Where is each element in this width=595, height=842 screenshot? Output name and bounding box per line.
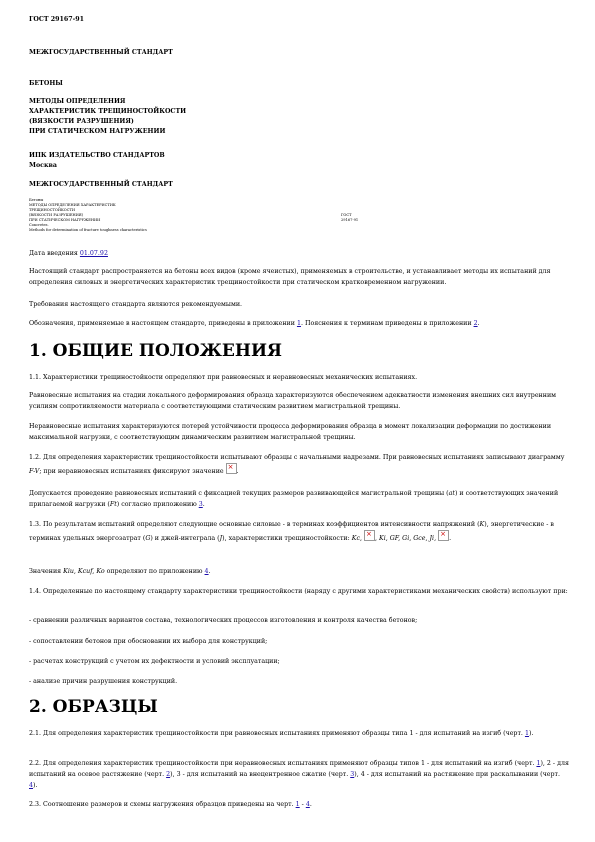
clause-1-3 <box>29 519 569 544</box>
clause-text: ) и соответствующих значений прилагаемой нагрузки ( <box>29 490 559 508</box>
clause-2-3 <box>29 799 569 810</box>
title-block-line: ТРЕЩИНОСТОЙКОСТИ <box>29 208 75 212</box>
figure-1-link[interactable]: 1 <box>536 760 541 767</box>
figure-4-link[interactable]: 4 <box>305 801 310 808</box>
clause-text: ; при неравновесных испытаниях фиксируют значение <box>39 468 226 475</box>
date-label: Дата введения <box>29 250 80 257</box>
symbol: Ki, GF, Gi, Gce, <box>379 535 428 542</box>
date-value[interactable]: 01.07.92 <box>79 250 108 257</box>
title-block-right <box>341 213 358 223</box>
appendix-1-link[interactable]: 1 <box>296 320 301 327</box>
title-block-line: МЕТОДЫ ОПРЕДЕЛЕНИЯ ХАРАКТЕРИСТИК <box>29 203 116 207</box>
clause-1-1-equilibrium: Равновесные испытания на стадии локального деформирования образца характеризуются обеспечением адекватности изменения внешних сил внутренним усилиям сопротивляемости материала с соответствующими статическим развитием магистральной трещины. <box>29 392 557 410</box>
clause-1-4: 1.4. Определенные по настоящему стандарту характеристики трещиностойкости (наряду с другими характеристиками механических свойств) используют при: <box>29 588 568 595</box>
symbol: Ji, <box>429 535 439 542</box>
list-item: - расчетах конструкций с учетом их дефектности и условий эксплуатации; <box>29 658 280 665</box>
clause-1-1: 1.1. Характеристики трещиностойкости определяют при равновесных и неравновесных механических испытаниях. <box>29 374 418 381</box>
title-block-number: 29167-91 <box>341 218 359 222</box>
clause-text: 2.1. Для определения характеристик трещиностойкости при равновесных испытаниях применяют образцы типа 1 - для испытаний на изгиб (черт. <box>29 730 525 737</box>
clause-1-2-b <box>29 488 569 510</box>
symbol: J <box>219 535 223 542</box>
clause-text: , <box>375 535 380 542</box>
appendix-4-link[interactable]: 4 <box>204 568 209 575</box>
city: Москва <box>29 162 58 169</box>
clause-text: . <box>449 535 452 542</box>
clause-text: ) и джей-интеграла ( <box>150 535 220 542</box>
title-line: (ВЯЗКОСТИ РАЗРУШЕНИЯ) <box>29 118 134 125</box>
symbol: K <box>479 521 485 528</box>
clause-text: , <box>360 535 365 542</box>
diagram-symbol: F-V <box>29 468 40 475</box>
standard-type: МЕЖГОСУДАРСТВЕННЫЙ СТАНДАРТ <box>29 49 173 56</box>
standard-type-2: МЕЖГОСУДАРСТВЕННЫЙ СТАНДАРТ <box>29 181 173 188</box>
list-item: - сопоставлении бетонов при обосновании их выбора для конструкций; <box>29 638 268 645</box>
clause-2-1 <box>29 728 569 739</box>
intro-date <box>29 248 569 259</box>
notation-paragraph <box>29 318 569 329</box>
clause-text: ), 2 - для испытаний на осевое растяжение (черт. <box>29 760 569 778</box>
list-item: - сравнении различных вариантов состава, технологических процессов изготовления и контроля качества бетонов; <box>29 617 418 624</box>
broken-image-icon <box>438 530 452 542</box>
title-block-line: Methods for determination of fracture toughness characteristics <box>29 228 147 232</box>
clause-text: . <box>202 501 205 508</box>
title-block-left <box>29 198 279 233</box>
clause-1-3-b <box>29 566 569 577</box>
publisher: ИПК ИЗДАТЕЛЬСТВО СТАНДАРТОВ <box>29 152 165 159</box>
figure-4-link[interactable]: 4 <box>29 782 34 789</box>
clause-text: Допускается проведение равновесных испытаний с фиксацией текущих размеров развивающейся магистральной трещины ( <box>29 490 449 497</box>
appendix-2-link[interactable]: 2 <box>473 320 478 327</box>
figure-2-link[interactable]: 2 <box>166 771 171 778</box>
broken-image-icon <box>226 463 237 474</box>
title-line: ПРИ СТАТИЧЕСКОМ НАГРУЖЕНИИ <box>29 128 166 135</box>
notation-text: Обозначения, применяемые в настоящем стандарте, приведены в приложении <box>29 320 297 327</box>
title-block-line: Бетоны <box>29 198 44 202</box>
figure-3-link[interactable]: 3 <box>350 771 355 778</box>
clause-text: . <box>208 568 211 575</box>
title-block <box>29 198 569 240</box>
notation-text: . Пояснения к терминам приведены в приложении <box>300 320 474 327</box>
clause-text: определяют по приложению <box>104 568 205 575</box>
clause-text: 2.3. Соотношение размеров и схемы нагружения образцов приведены на черт. <box>29 801 296 808</box>
symbol: Ft <box>109 501 117 508</box>
clause-2-2 <box>29 758 569 791</box>
clause-text: - <box>299 801 306 808</box>
title-block-line: ПРИ СТАТИЧЕСКОМ НАГРУЖЕНИИ <box>29 218 101 222</box>
section-1-heading: 1. ОБЩИЕ ПОЛОЖЕНИЯ <box>29 341 282 361</box>
title-block-line: (ВЯЗКОСТИ РАЗРУШЕНИЯ) <box>29 213 84 217</box>
clause-text: ) согласно приложению <box>116 501 199 508</box>
doc-code: ГОСТ 29167-91 <box>29 16 85 23</box>
intro-paragraph: Настоящий стандарт распространяется на бетоны всех видов (кроме ячеистых), применяемых в строительстве, и устанавливает методы их испытаний для определения силовых и энергетических характеристик трещиностойкости при статическом кратковременном нагружении. <box>29 268 551 286</box>
clause-text: ). <box>33 782 38 789</box>
clause-text: . <box>309 801 312 808</box>
title-block-code: ГОСТ <box>341 213 352 217</box>
clause-text: ), энергетические - в терминах удельных энергозатрат ( <box>29 521 554 542</box>
list-item: - анализе причин разрушения конструкций. <box>29 678 178 685</box>
notation-text: . <box>477 320 480 327</box>
clause-text: ), 3 - для испытаний на внецентренное сжатие (черт. <box>170 771 351 778</box>
title-line: ХАРАКТЕРИСТИК ТРЕЩИНОСТОЙКОСТИ <box>29 108 187 115</box>
broken-image-icon <box>364 530 375 541</box>
section-2-heading: 2. ОБРАЗЦЫ <box>29 697 158 717</box>
clause-1-2: 1.2. Для определения характеристик трещиностойкости испытывают образцы с начальными надрезами. При равновесных испытаниях записывают диаграмму F-V; при неравновесных испытаниях фиксируют значение ×. <box>29 452 569 477</box>
symbol: Kiu, Kcuf, Ko <box>63 568 105 575</box>
clause-1-1-nonequilibrium: Неравновесные испытания характеризуются потерей устойчивости процесса деформирования образца в момент локализации деформации по достижении максимальной нагрузки, с соответствующим динамическим развитием магистральной трещины. <box>29 423 552 441</box>
figure-1-link[interactable]: 1 <box>524 730 529 737</box>
clause-text: 1.2. Для определения характеристик трещиностойкости испытывают образцы с начальными надрезами. При равновесных испытаниях записывают диаграмму <box>29 454 565 461</box>
recommended-paragraph: Требования настоящего стандарта являются рекомендуемыми. <box>29 301 243 308</box>
figure-1-link[interactable]: 1 <box>295 801 300 808</box>
clause-text: ), 4 - для испытаний на растяжение при раскалывании (черт. <box>354 771 561 778</box>
title-block-line: Concretes. <box>29 223 49 227</box>
symbol: Kc <box>351 535 360 542</box>
clause-text: 2.2. Для определения характеристик трещиностойкости при неравновесных испытаниях применяют образцы типов 1 - для испытаний на изгиб (черт. <box>29 760 537 767</box>
clause-text: 1.3. По результатам испытаний определяют следующие основные силовые - в терминах коэффициентов интенсивности напряжений ( <box>29 521 480 528</box>
clause-text: ). <box>528 730 534 737</box>
appendix-3-link[interactable]: 3 <box>198 501 203 508</box>
subject: БЕТОНЫ <box>29 80 63 87</box>
clause-text: Значения <box>29 568 64 575</box>
clause-text: ), характеристики трещиностойкости: <box>222 535 352 542</box>
symbol: at <box>448 490 455 497</box>
title-line: МЕТОДЫ ОПРЕДЕЛЕНИЯ <box>29 98 126 105</box>
symbol: G <box>145 535 151 542</box>
doc-title <box>29 97 569 137</box>
